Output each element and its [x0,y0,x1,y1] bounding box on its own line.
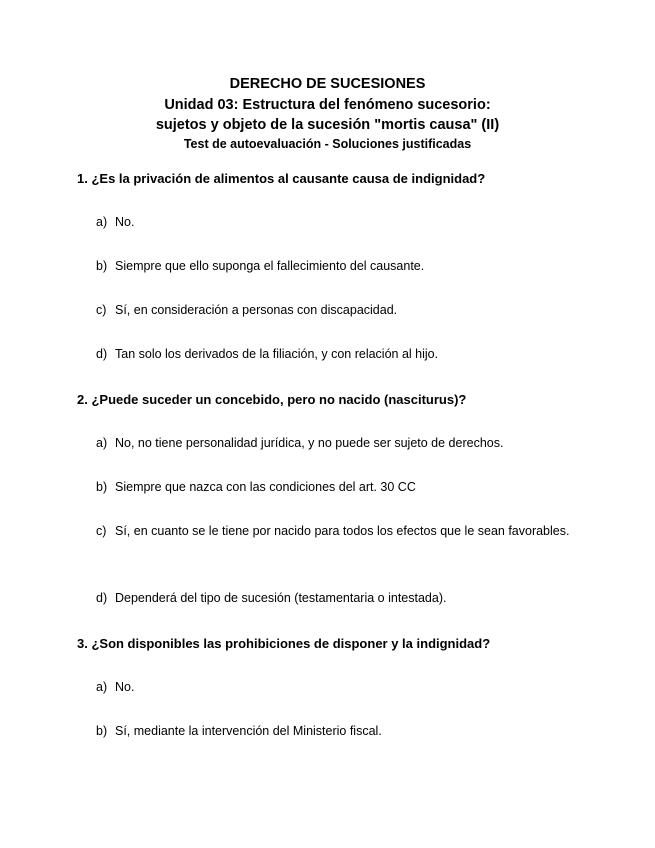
question-2: 2. ¿Puede suceder un concebido, pero no nacido (nasciturus)? [77,392,467,407]
document-title: DERECHO DE SUCESIONES [229,76,426,92]
document-subtitle: Test de autoevaluación - Soluciones justificadas [183,137,472,151]
question-1-option-b [96,256,578,277]
question-2-option-c [96,521,578,542]
option-letter: d) [96,591,108,605]
option-text: No, no tiene personalidad jurídica, y no puede ser sujeto de derechos. [115,436,504,450]
question-1-option-c [96,300,578,321]
option-text: Siempre que nazca con las condiciones del art. 30 CC [115,480,416,494]
question-1: 1. ¿Es la privación de alimentos al causante causa de indignidad? [77,171,486,186]
option-text: Tan solo los derivados de la filiación, y con relación al hijo. [115,347,439,361]
option-text: No. [115,215,135,229]
option-letter: a) [96,436,108,450]
option-text: Dependerá del tipo de sucesión (testamentaria o intestada). [115,591,447,605]
option-text: No. [115,680,135,694]
option-text: Siempre que ello suponga el fallecimiento del causante. [115,259,425,273]
question-2-option-a [96,433,578,454]
unit-title-line-1: Unidad 03: Estructura del fenómeno sucesorio: [164,97,491,113]
question-1-option-d [96,344,578,365]
option-text: Sí, en consideración a personas con discapacidad. [115,303,398,317]
option-text: Sí, en cuanto se le tiene por nacido para todos los efectos que le sean favorables. [115,524,570,538]
question-3-option-b [96,721,578,742]
option-letter: d) [96,347,108,361]
unit-title-line-2: sujetos y objeto de la sucesión "mortis causa" (II) [155,117,500,133]
option-letter: b) [96,724,108,738]
option-letter: b) [96,259,108,273]
option-letter: a) [96,680,108,694]
option-letter: b) [96,480,108,494]
option-letter: c) [96,303,107,317]
question-2-option-b [96,477,578,498]
option-letter: a) [96,215,108,229]
question-2-option-d [96,588,578,609]
question-3: 3. ¿Son disponibles las prohibiciones de disponer y la indignidad? [77,636,491,651]
question-3-option-a [96,677,578,698]
option-text: Sí, mediante la intervención del Ministerio fiscal. [115,724,382,738]
question-1-option-a [96,212,578,233]
option-letter: c) [96,524,107,538]
